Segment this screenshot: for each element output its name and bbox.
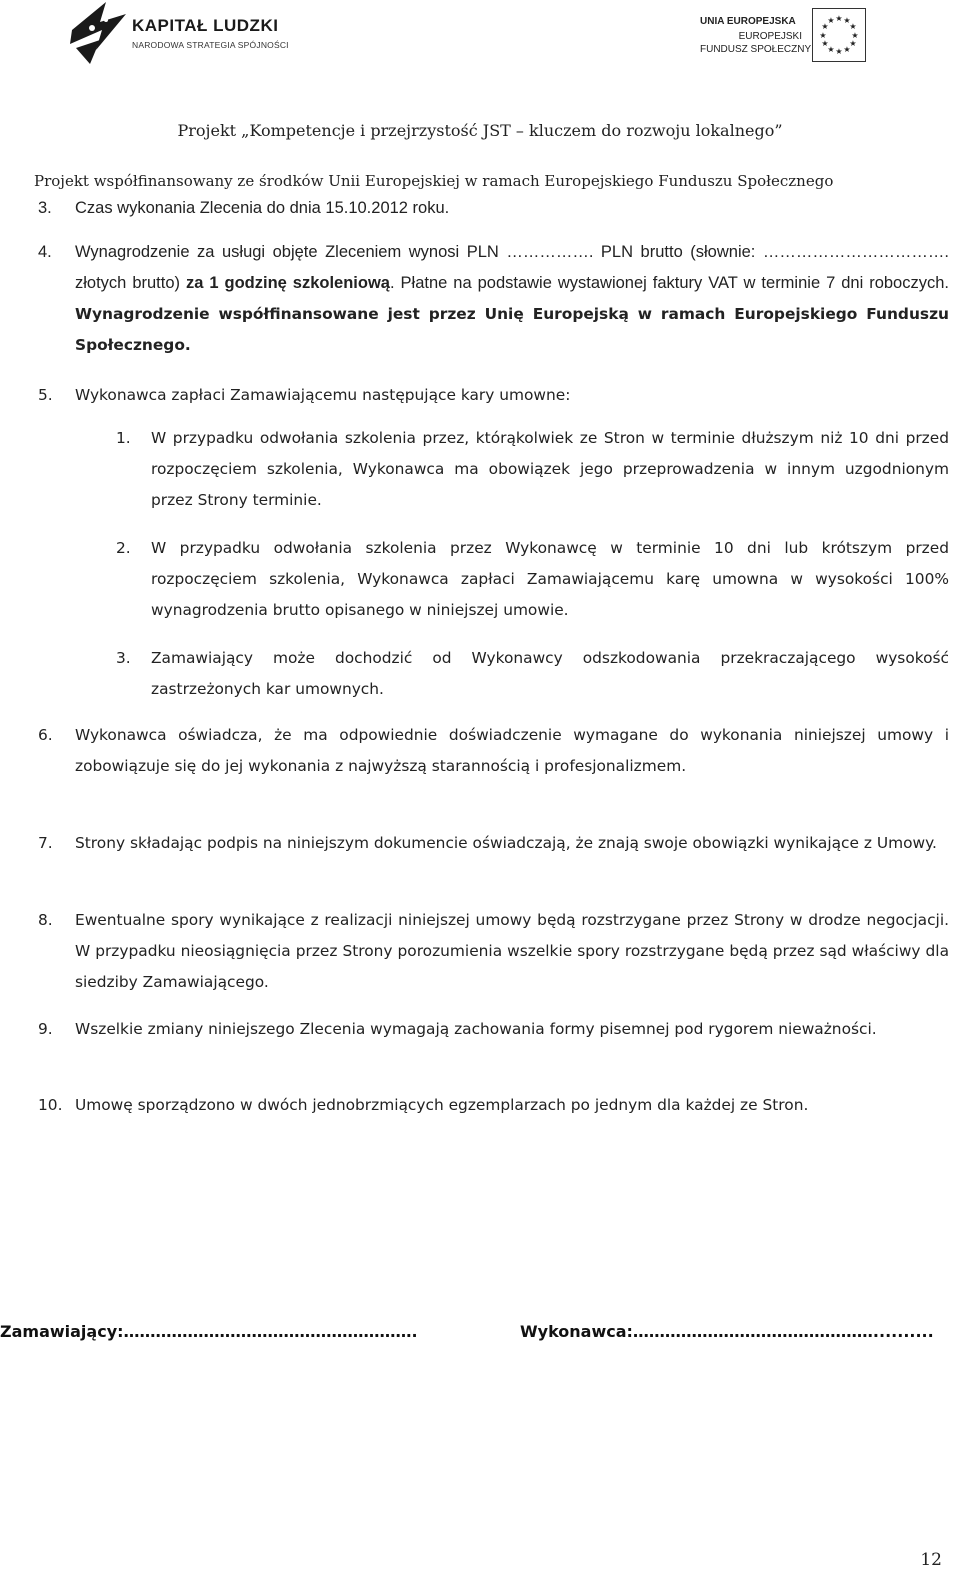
item-4-text-2: . Płatne na podstawie wystawionej faktury VAT w terminie 7 dni roboczych. [389,274,949,292]
item-7-number: 7. [38,834,53,852]
item-9-text: Wszelkie zmiany niniejszego Zlecenia wymagają zachowania formy pisemnej pod rygorem nieważności. [75,1020,877,1038]
eu-logo [700,6,900,66]
kapital-ludzki-emblem-icon [66,0,128,66]
item-5-number: 5. [38,386,53,404]
item-10-number: 10. [38,1096,63,1114]
svg-text:★: ★ [821,22,829,31]
item-9-number: 9. [38,1020,53,1038]
item-4-text-1: Wynagrodzenie za usługi objęte Zleceniem wynosi PLN ……………. PLN brutto (słownie: ……………………………. złotych brutto) [75,243,949,292]
item-8-text: Ewentualne spory wynikające z realizacji niniejszej umowy będą rozstrzygane przez Strony w drodze negocjacji. W przypadku nieosiągnięcia przez Strony porozumienia wszelkie spory rozstrzygane będą przez sąd właściwy dla siedziby Zamawiającego. [75,911,949,991]
item-3-number: 3. [38,199,52,217]
svg-text:★: ★ [821,39,829,48]
svg-text:★: ★ [843,45,851,54]
item-4-paragraph [75,237,949,361]
kapital-ludzki-logo [66,0,296,68]
item-4-bold-rate: za 1 godzinę szkoleniową [185,274,390,292]
signature-client: Zamawiający:………………………………………………. [0,1322,418,1341]
svg-text:★: ★ [835,14,843,23]
item-5-sub-2-text: W przypadku odwołania szkolenia przez Wykonawcę w terminie 10 dni lub krótszym przed rozpoczęciem szkolenia, Wykonawca zapłaci Zamawiającemu karę umowna w wysokości 100% wynagrodzenia brutto opisanego w niniejszej umowie. [151,539,949,619]
svg-text:★: ★ [851,31,859,40]
item-6-number: 6. [38,726,53,744]
eu-flag-icon [812,8,866,62]
item-6-text: Wykonawca oświadcza, że ma odpowiednie doświadczenie wymagane do wykonania niniejszej umowy i zobowiązuje się do jej wykonania z najwyższą starannością i profesjonalizmem. [75,726,949,775]
signature-contractor: Wykonawca:……………………………………….......... [520,1322,934,1341]
item-5-sub-1-text: W przypadku odwołania szkolenia przez, którąkolwiek ze Stron w terminie dłuższym niż 10 dni przed rozpoczęciem szkolenia, Wykonawca ma obowiązek jego przeprowadzenia w innym uzgodnionym przez Strony terminie. [151,429,949,509]
eu-line-1: UNIA EUROPEJSKA [700,16,796,27]
item-7-text: Strony składając podpis na niniejszym dokumencie oświadczają, że znają swoje obowiązki wynikające z Umowy. [75,834,937,852]
item-5-sub-3-text: Zamawiający może dochodzić od Wykonawcy odszkodowania przekraczającego wysokość zastrzeżonych kar umownych. [151,649,949,698]
project-title: Projekt „Kompetencje i przejrzystość JST – kluczem do rozwoju lokalnego” [177,121,783,140]
item-5-sub-3-number: 3. [116,649,131,667]
item-10-text: Umowę sporządzono w dwóch jednobrzmiących egzemplarzach po jednym dla każdej ze Stron. [75,1096,809,1114]
page-number: 12 [920,1550,942,1570]
item-4-number: 4. [38,243,52,261]
svg-text:★: ★ [843,16,851,25]
svg-text:★: ★ [835,47,843,56]
logo-title: KAPITAŁ LUDZKI [132,16,279,35]
svg-text:★: ★ [827,16,835,25]
cofinance-line: Projekt współfinansowany ze środków Unii Europejskiej w ramach Europejskiego Funduszu Społecznego [34,172,834,190]
eu-line-2: EUROPEJSKI [738,31,802,42]
svg-text:★: ★ [849,22,857,31]
svg-text:★: ★ [819,31,827,40]
item-4-bold-cofinance: Wynagrodzenie współfinansowane jest przez Unię Europejską w ramach Europejskiego Funduszu Społecznego. [75,305,949,354]
svg-text:★: ★ [849,39,857,48]
item-5-sub-1-number: 1. [116,429,131,447]
item-8-number: 8. [38,911,53,929]
item-5-text: Wykonawca zapłaci Zamawiającemu następujące kary umowne: [75,386,571,404]
item-5-sub-2-number: 2. [116,539,131,557]
eu-line-3: FUNDUSZ SPOŁECZNY [700,44,812,55]
svg-text:★: ★ [827,45,835,54]
item-3-text: Czas wykonania Zlecenia do dnia 15.10.2012 roku. [75,199,450,217]
logo-subtitle: NARODOWA STRATEGIA SPÓJNOŚCI [132,40,289,50]
